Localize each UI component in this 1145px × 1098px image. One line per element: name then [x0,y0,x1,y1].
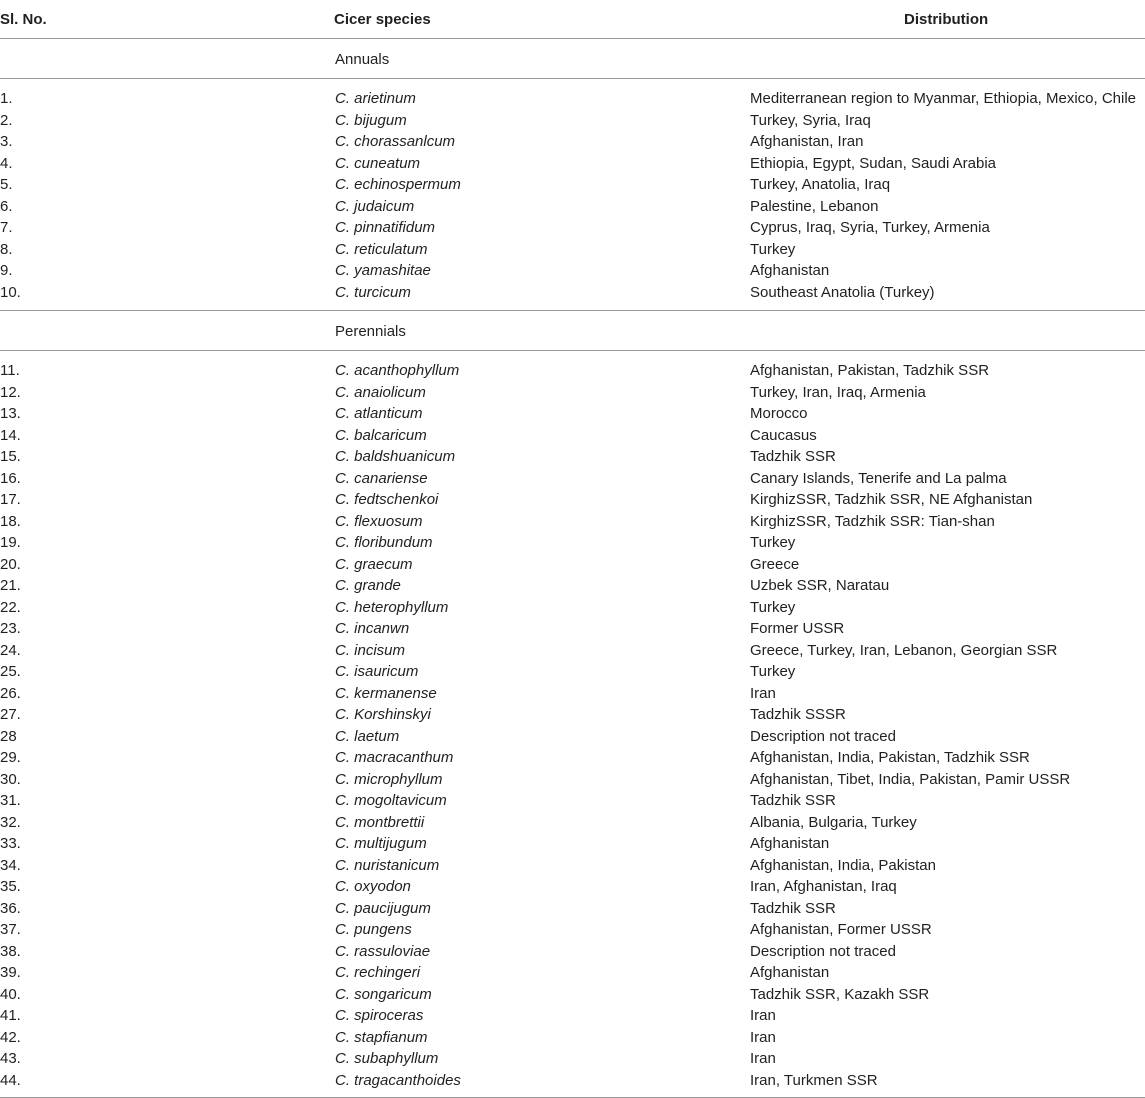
cell-sl-no: 11. [0,362,20,379]
cell-distribution: Cyprus, Iraq, Syria, Turkey, Armenia [750,219,990,236]
cell-species: C. cuneatum [335,154,421,172]
cell-distribution: Turkey [750,598,796,616]
cell-sl-no: 6. [0,197,13,215]
cell-sl-no: 34. [0,856,21,874]
table-row [0,984,1145,1006]
table-row [0,382,1145,404]
cell-species: C. macracanthum [335,749,454,766]
cell-distribution: Tadzhik SSR [750,448,836,465]
cell-sl-no: 43. [0,1050,21,1067]
cell-sl-no: 23. [0,620,21,637]
table-row [0,769,1145,791]
table-row [0,446,1145,468]
cell-sl-no: 3. [0,133,13,150]
cell-distribution: Morocco [750,405,808,422]
cell-distribution: Caucasus [750,426,817,444]
cell-sl-no: 10. [0,283,21,301]
column-header-sl-no: Sl. No. [0,11,47,28]
cell-sl-no: 36. [0,899,21,917]
cell-species: C. flexuosum [335,512,423,530]
table-row [0,425,1145,447]
cell-distribution: Albania, Bulgaria, Turkey [750,813,917,831]
cell-distribution: Description not traced [750,727,896,745]
cell-distribution: Afghanistan, Tibet, India, Pakistan, Pamir USSR [750,770,1071,788]
cell-sl-no: 7. [0,219,13,236]
cell-species: C. turcicum [335,283,411,301]
table-row [0,1070,1145,1092]
table-row [0,962,1145,984]
cell-sl-no: 25. [0,663,21,680]
table-row [0,239,1145,261]
cell-species: C. chorassanlcum [335,133,456,150]
table-row [0,1005,1145,1027]
cell-sl-no: 29. [0,749,21,766]
cell-sl-no: 22. [0,598,21,616]
table-row [0,511,1145,533]
table-row [0,260,1145,282]
cell-distribution: Iran [750,1007,776,1024]
cell-species: C. baldshuanicum [335,448,456,465]
cell-sl-no: 18. [0,512,21,530]
cell-sl-no: 40. [0,985,21,1003]
table-row [0,640,1145,662]
table-row [0,747,1145,769]
section-heading [0,311,1145,351]
cell-species: C. Korshinskyi [335,706,431,723]
table-row [0,403,1145,425]
cell-sl-no: 35. [0,878,21,895]
table-row [0,790,1145,812]
cell-sl-no: 42. [0,1028,21,1046]
cell-species: C. multijugum [335,835,427,852]
table-row [0,131,1145,153]
cell-sl-no: 2. [0,111,13,129]
cell-species: C. oxyodon [335,878,411,895]
cell-sl-no: 39. [0,964,21,981]
table-row [0,597,1145,619]
cell-species: C. microphyllum [335,770,443,788]
cell-sl-no: 30. [0,770,21,788]
cell-species: C. mogoltavicum [335,792,447,809]
table-row [0,898,1145,920]
cell-distribution: Turkey, Iran, Iraq, Armenia [750,383,926,401]
table-row [0,110,1145,132]
cell-species: C. heterophyllum [335,598,449,616]
cell-species: C. anaiolicum [335,383,426,401]
table-row [0,876,1145,898]
column-header-species: Cicer species [334,11,431,28]
section-title: Perennials [335,323,406,340]
cell-species: C. spiroceras [335,1007,424,1024]
table-row [0,812,1145,834]
cell-species: C. fedtschenkoi [335,491,439,508]
cell-distribution: Greece [750,555,800,573]
cell-distribution: Afghanistan, India, Pakistan, Tadzhik SSR [750,749,1030,766]
table-row [0,196,1145,218]
cell-species: C. subaphyllum [335,1050,439,1067]
cell-distribution: Greece, Turkey, Iran, Lebanon, Georgian SSR [750,641,1058,659]
cell-distribution: Iran [750,1050,776,1067]
cell-sl-no: 17. [0,491,21,508]
cell-species: C. arietinum [335,90,416,107]
cell-sl-no: 13. [0,405,21,422]
cell-sl-no: 33. [0,835,21,852]
cell-sl-no: 4. [0,154,13,172]
cell-sl-no: 31. [0,792,21,809]
cell-sl-no: 28 [0,727,17,745]
cell-species: C. pinnatifidum [335,219,436,236]
table-row [0,618,1145,640]
cell-sl-no: 8. [0,240,13,258]
table-row [0,88,1145,110]
cell-distribution: Description not traced [750,942,896,960]
table-row [0,468,1145,490]
cell-species: C. rassuloviae [335,942,431,960]
cell-distribution: KirghizSSR, Tadzhik SSR, NE Afghanistan [750,491,1033,508]
cell-species: C. stapfianum [335,1028,428,1046]
table-row [0,282,1145,304]
table-row [0,532,1145,554]
cell-species: C. paucijugum [335,899,431,917]
cell-distribution: Turkey, Syria, Iraq [750,111,871,129]
cell-sl-no: 19. [0,534,21,551]
table-row [0,174,1145,196]
section-rows [0,351,1145,1098]
cell-species: C. atlanticum [335,405,423,422]
section-heading [0,39,1145,79]
cell-distribution: Turkey [750,663,796,680]
cell-species: C. grande [335,577,401,594]
table-row [0,575,1145,597]
cell-species: C. nuristanicum [335,856,440,874]
cell-distribution: Uzbek SSR, Naratau [750,577,890,594]
cell-species: C. canariense [335,469,428,487]
table-row [0,153,1145,175]
cell-distribution: Tadzhik SSSR [750,706,846,723]
cell-distribution: KirghizSSR, Tadzhik SSR: Tian-shan [750,512,995,530]
cell-distribution: Afghanistan [750,262,830,279]
cell-sl-no: 1. [0,90,13,107]
table-row [0,1048,1145,1070]
cell-sl-no: 5. [0,176,13,193]
table-row [0,554,1145,576]
table-section [0,311,1145,1098]
cell-species: C. acanthophyllum [335,362,460,379]
table-row [0,919,1145,941]
cell-distribution: Afghanistan, Pakistan, Tadzhik SSR [750,362,990,379]
cell-species: C. tragacanthoides [335,1071,461,1089]
table-section [0,39,1145,311]
table-row [0,855,1145,877]
cell-species: C. laetum [335,727,400,745]
cell-sl-no: 26. [0,684,21,702]
cell-species: C. montbrettii [335,813,425,831]
cell-distribution: Afghanistan [750,835,830,852]
cell-distribution: Afghanistan, Iran [750,133,864,150]
section-title: Annuals [335,51,390,68]
table-row [0,726,1145,748]
table-row [0,489,1145,511]
cell-sl-no: 21. [0,577,21,594]
cell-distribution: Tadzhik SSR [750,792,836,809]
cell-distribution: Tadzhik SSR, Kazakh SSR [750,985,930,1003]
cell-species: C. echinospermum [335,176,461,193]
column-header-distribution: Distribution [904,11,989,28]
cell-sl-no: 24. [0,641,21,659]
table-row [0,1027,1145,1049]
cell-sl-no: 41. [0,1007,21,1024]
cell-species: C. isauricum [335,663,419,680]
cell-distribution: Turkey, Anatolia, Iraq [750,176,891,193]
cell-species: C. reticulatum [335,240,428,258]
cell-species: C. judaicum [335,197,415,215]
cell-distribution: Afghanistan [750,964,830,981]
cell-distribution: Tadzhik SSR [750,899,836,917]
cell-distribution: Iran [750,684,776,702]
cell-species: C. rechingeri [335,964,421,981]
table-row [0,941,1145,963]
cell-distribution: Afghanistan, Former USSR [750,921,932,938]
cell-sl-no: 15. [0,448,21,465]
cell-sl-no: 9. [0,262,13,279]
cell-species: C. songaricum [335,985,432,1003]
cell-distribution: Afghanistan, India, Pakistan [750,856,936,874]
cell-distribution: Iran, Afghanistan, Iraq [750,878,897,895]
cell-distribution: Southeast Anatolia (Turkey) [750,283,935,301]
cell-distribution: Canary Islands, Tenerife and La palma [750,469,1007,487]
cell-distribution: Iran [750,1028,776,1046]
table-row [0,704,1145,726]
table-row [0,683,1145,705]
table-row [0,833,1145,855]
cell-sl-no: 44. [0,1071,21,1089]
cell-sl-no: 32. [0,813,21,831]
cell-species: C. pungens [335,921,412,938]
cell-sl-no: 12. [0,383,21,401]
cell-sl-no: 16. [0,469,21,487]
cell-distribution: Palestine, Lebanon [750,197,879,215]
cell-species: C. kermanense [335,684,437,702]
cell-species: C. yamashitae [335,262,431,279]
cell-species: C. graecum [335,555,413,573]
table-row [0,360,1145,382]
table-body [0,39,1145,1098]
cell-distribution: Turkey [750,240,796,258]
cell-species: C. balcaricum [335,426,427,444]
table-row [0,661,1145,683]
cell-sl-no: 20. [0,555,21,573]
cell-species: C. incanwn [335,620,410,637]
cell-distribution: Turkey [750,534,796,551]
cell-distribution: Iran, Turkmen SSR [750,1071,878,1089]
cell-sl-no: 38. [0,942,21,960]
cell-sl-no: 27. [0,706,21,723]
cell-distribution: Ethiopia, Egypt, Sudan, Saudi Arabia [750,154,997,172]
cell-sl-no: 37. [0,921,21,938]
table-row [0,217,1145,239]
cell-distribution: Former USSR [750,620,845,637]
cell-species: C. incisum [335,641,406,659]
cell-distribution: Mediterranean region to Myanmar, Ethiopia, Mexico, Chile [750,90,1137,107]
cell-sl-no: 14. [0,426,21,444]
cell-species: C. bijugum [335,111,407,129]
section-rows [0,79,1145,311]
cell-species: C. floribundum [335,534,433,551]
table-header [0,0,1145,39]
